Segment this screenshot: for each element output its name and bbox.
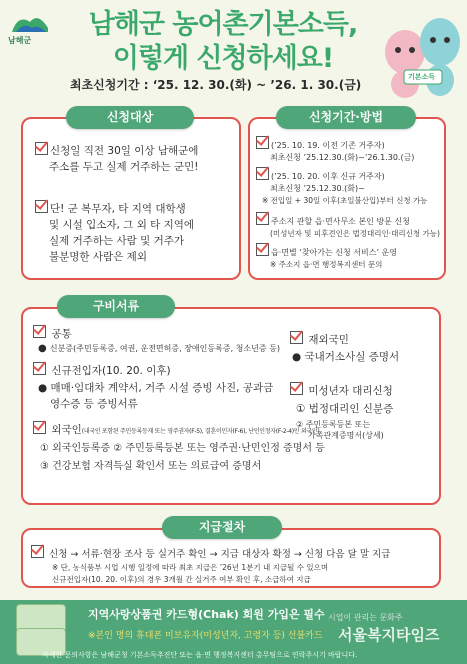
checkbox-icon <box>256 167 269 180</box>
page-title-line2: 이렇게 신청하세요! <box>112 43 334 74</box>
application-period: 최초신청기간 : ‘25. 12. 30.(화) ~ ’26. 1. 30.(금) <box>70 78 362 92</box>
checkbox-icon <box>33 362 46 375</box>
eligibility-heading: 신청대상 <box>66 106 194 129</box>
checkbox-icon <box>256 243 269 256</box>
footer-note: ※본인 명의 휴대폰 미보유자(미성년자, 고령자 등) 선불카드 <box>88 631 323 641</box>
mascot-illustration <box>380 12 466 102</box>
checkbox-icon <box>256 136 269 149</box>
checkbox-icon <box>290 382 303 395</box>
watermark-small: 시업이 관리는 문화주 <box>328 613 403 622</box>
procedure-flow: 신청 → 서류·현장 조사 등 실거주 확인 → 지급 대상자 확정 → 신청 다음 달 말 지급 <box>31 545 436 560</box>
method-list: (’25. 10. 19. 이전 기존 거주자) 최초신청 ’25.12.30.(화)~’26.1.30.(금) (’25. 10. 20. 이후 신규 거주자) 최초신청 ’25.12.30.(화)~ ※ 전입일 + 30일 이후(초일불산입)부터 신청 가능 주소지 관할 읍·면사무소 본인 방문 신청 (미성년자 및 피후견인은 법정대리인·대리신청 가능) 읍·면별 ‘찾아가는 신청 서비스’ 운영 ※ 주소지 읍·면 행정복지센터 문의 <box>256 136 444 271</box>
doc-foreign-items: ① 외국인등록증 ② 주민등록등본 또는 영주권·난민인정 증명서 등 ③ 건강보험 자격득실 확인서 또는 의료급여 증명서 <box>40 443 325 472</box>
checkbox-icon <box>290 331 303 344</box>
doc-minor-item-2: ② 주민등록등본 또는 가족관계증명서(상세) <box>296 420 384 440</box>
doc-new-title: 신규전입자(10. 20. 이후) <box>33 362 171 379</box>
doc-foreign-title: 외국인(내국인 포함된 주민등록등재 또는 영주권자(F-5), 결혼이민자(F-6), 난민인정자(F-2-4)인 외국인) <box>33 421 438 440</box>
checkbox-icon <box>35 200 48 213</box>
page-title-line1: 남해군 농어촌기본소득, <box>88 9 358 40</box>
doc-common-item: ● 신분증(주민등록증, 여권, 운전면허증, 장애인등록증, 청소년증 등) <box>38 343 280 354</box>
checkbox-icon <box>33 325 46 338</box>
eligibility-item-1: 신청일 직전 30일 이상 남해군에 주소를 두고 실제 거주하는 군민! <box>35 142 240 175</box>
doc-overseas-title: 재외국민 <box>290 331 349 348</box>
checkbox-icon <box>256 212 269 225</box>
doc-new-item: ● 매매·임대차 계약서, 거주 시설 증빙 사진, 공과금 영수증 등 증빙서류 <box>38 382 274 410</box>
mascot-badge: 기본소득 <box>408 73 436 81</box>
checkbox-icon <box>33 421 46 434</box>
eligibility-item-2: 단! 군 복무자, 타 지역 대학생 및 시설 입소자, 그 외 타 지역에 실제 거주하는 사람 및 거주가 불분명한 사람은 제외 <box>35 200 240 265</box>
checkbox-icon <box>31 545 44 558</box>
footer-contact: 자세한 문의사항은 남해군청 기본소득추진단 또는 읍·면 행정복지센터 총무팀으로 연락주시기 바랍니다. <box>42 651 358 659</box>
card-requirement: 지역사랑상품권 카드형(Chak) 회원 가입은 필수 <box>88 608 325 621</box>
doc-minor-item-1: ① 법정대리인 신분증 <box>296 403 394 415</box>
doc-common-title: 공통 <box>33 325 72 342</box>
doc-minor-title: 미성년자 대리신청 <box>290 382 393 399</box>
logo-text: 남해군 <box>8 36 32 45</box>
checkbox-icon <box>35 142 48 155</box>
doc-overseas-item: ● 국내거소사실 증명서 <box>292 351 400 363</box>
method-heading: 신청기간·방법 <box>276 106 416 129</box>
documents-heading: 구비서류 <box>57 295 175 318</box>
procedure-heading: 지급절차 <box>162 516 282 539</box>
procedure-notes: ※ 단, 농식품부 시업 시행 일정에 따라 최초 지급은 ’26년 1분기 내 지급될 수 있으며 신규전입자(10. 20. 이후)의 경우 3개월 간 실거주 여부 확인 후, 소급하여 지급 <box>52 563 329 584</box>
watermark: 서울복지타임즈 <box>338 626 440 644</box>
